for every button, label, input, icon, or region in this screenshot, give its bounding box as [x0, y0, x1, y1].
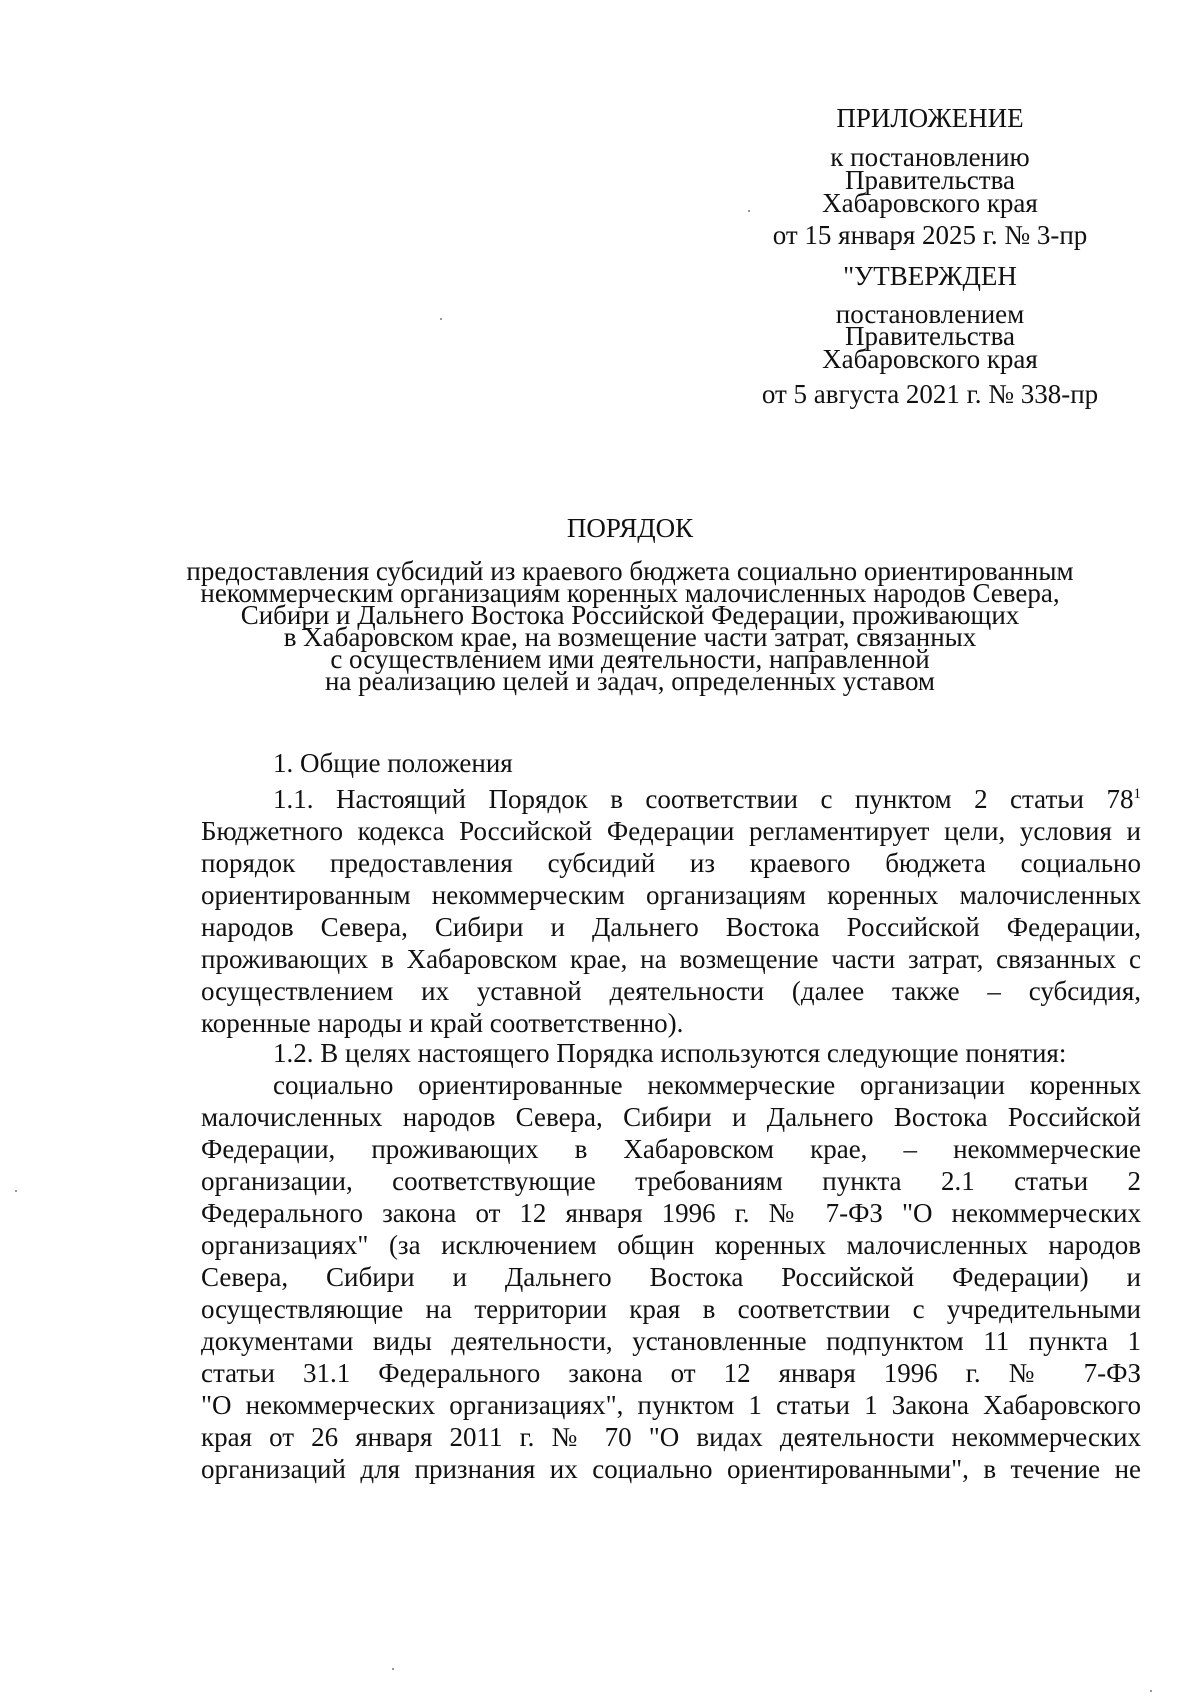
approved-by: постановлением: [835, 299, 1025, 329]
definition-line: "О некоммерческих организациях", пунктом 1 статьи 1 Закона Хабаровского: [201, 1390, 1141, 1420]
paragraph-line: осуществлением их уставной деятельности (далее также – субсидия,: [201, 976, 1141, 1006]
approved-label: "УТВЕРЖДЕН: [843, 261, 1017, 291]
definition-line: организации, соответствующие требованиям пункта 2.1 статьи 2: [201, 1166, 1141, 1196]
definition-line: Федерации, проживающих в Хабаровском крае, – некоммерческие: [201, 1134, 1141, 1164]
title-line: в Хабаровском крае, на возмещение части затрат, связанных: [283, 622, 977, 652]
government-line: Правительства: [845, 165, 1015, 195]
paragraph-line: коренные народы и край соответственно).: [201, 1008, 684, 1038]
document-heading: ПОРЯДОК: [566, 513, 694, 543]
scan-speck: [392, 1668, 394, 1670]
title-line: некоммерческим организациям коренных малочисленных народов Севера,: [200, 578, 1060, 608]
definition-line: края от 26 января 2011 г. № 70 "О видах деятельности некоммерческих: [201, 1422, 1141, 1452]
scan-speck: [440, 318, 442, 320]
definition-line: документами виды деятельности, установленные подпунктом 11 пункта 1: [201, 1326, 1141, 1356]
to-resolution: к постановлению: [830, 142, 1030, 172]
title-line: предоставления субсидий из краевого бюджета социально ориентированным: [186, 556, 1074, 586]
definition-line: Севера, Сибири и Дальнего Востока Российской Федерации) и: [201, 1262, 1141, 1292]
definition-first-line: социально ориентированные некоммерческие организации коренных: [273, 1070, 1141, 1100]
paragraph-1-1-text: 1.1. Настоящий Порядок в соответствии с пунктом 2 статьи 78: [273, 784, 1134, 814]
paragraph-1-1-first-line: [273, 786, 1141, 813]
definition-line: малочисленных народов Севера, Сибири и Дальнего Востока Российской: [201, 1102, 1141, 1132]
region-line-2: Хабаровского края: [822, 344, 1038, 374]
decree-date: от 15 января 2025 г. № 3-пр: [772, 220, 1088, 250]
government-line-2: Правительства: [845, 321, 1015, 351]
section-heading: 1. Общие положения: [273, 748, 513, 778]
paragraph-line: Бюджетного кодекса Российской Федерации регламентирует цели, условия и: [201, 816, 1141, 846]
title-line: Сибири и Дальнего Востока Российской Федерации, проживающих: [240, 600, 1020, 630]
scan-speck: [15, 1190, 17, 1192]
paragraph-line: народов Севера, Сибири и Дальнего Востока Российской Федерации,: [201, 912, 1141, 942]
title-line: на реализацию целей и задач, определенных уставом: [324, 666, 936, 696]
definition-line: статьи 31.1 Федерального закона от 12 января 1996 г. № 7-ФЗ: [201, 1358, 1141, 1388]
paragraph-line: порядок предоставления субсидий из краевого бюджета социально: [201, 848, 1141, 878]
paragraph-line: ориентированным некоммерческим организациям коренных малочисленных: [201, 880, 1141, 910]
paragraph-1-2: 1.2. В целях настоящего Порядка используются следующие понятия:: [273, 1038, 1067, 1068]
definition-line: организациях" (за исключением общин коренных малочисленных народов: [201, 1230, 1141, 1260]
region-line: Хабаровского края: [822, 188, 1038, 218]
paragraph-line: проживающих в Хабаровском крае, на возмещение части затрат, связанных с: [201, 944, 1141, 974]
appendix-title: ПРИЛОЖЕНИЕ: [836, 103, 1024, 133]
definition-line: осуществляющие на территории края в соответствии с учредительными: [201, 1294, 1141, 1324]
approved-date: от 5 августа 2021 г. № 338-пр: [761, 379, 1099, 409]
scan-speck: [1150, 1690, 1152, 1692]
article-superscript: 1: [1133, 786, 1141, 802]
title-line: с осуществлением ими деятельности, направленной: [330, 644, 930, 674]
definition-line: Федерального закона от 12 января 1996 г. № 7-ФЗ "О некоммерческих: [201, 1198, 1141, 1228]
scan-speck: [748, 210, 750, 212]
definition-line: организаций для признания их социально ориентированными", в течение не: [201, 1454, 1141, 1484]
